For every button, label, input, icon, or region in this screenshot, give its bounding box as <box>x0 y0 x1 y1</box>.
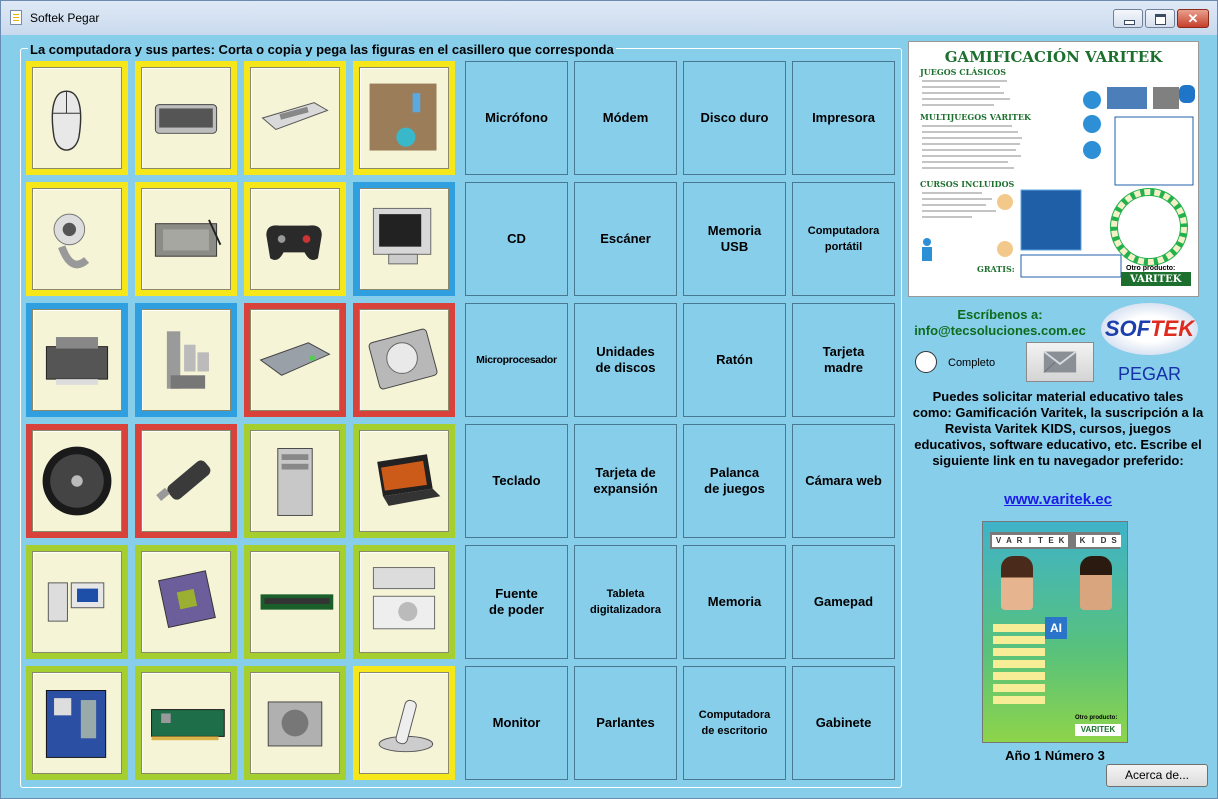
laptop-icon <box>360 431 448 531</box>
scanner-icon <box>251 68 339 168</box>
hard-drive-picture[interactable] <box>353 303 455 417</box>
memory-card-icon <box>360 68 448 168</box>
magazine-other-product: Otro producto: <box>1075 715 1118 721</box>
ram-picture[interactable] <box>244 545 346 659</box>
drop-cell-label[interactable]: Monitor <box>465 666 568 780</box>
magazine-ai-badge: AI <box>1045 617 1067 639</box>
magazine-title-letter: S <box>1108 535 1121 547</box>
envelope-icon <box>1027 343 1093 381</box>
drop-cell-label[interactable]: CD <box>465 182 568 296</box>
about-button[interactable]: Acerca de... <box>1106 764 1208 787</box>
magazine-title-letter: K <box>1076 535 1089 547</box>
modem-picture[interactable] <box>244 303 346 417</box>
drop-cell-label[interactable]: Tarjeta de expansión <box>574 424 677 538</box>
poster-title: GAMIFICACIÓN VARITEK <box>944 48 1163 66</box>
magazine-title-letter: I <box>1087 535 1100 547</box>
cd-picture[interactable] <box>26 424 128 538</box>
drop-cell-label[interactable]: Microprocesador <box>465 303 568 417</box>
poster-section-classic: JUEGOS CLÁSICOS <box>920 67 1007 77</box>
magazine-boy-portrait <box>1080 556 1112 610</box>
magazine-title-letter: K <box>1055 535 1068 547</box>
pegar-label: PEGAR <box>1117 364 1182 384</box>
poster-other-product: Otro producto: <box>1126 265 1176 272</box>
varitek-link[interactable]: www.varitek.ec <box>1004 491 1112 508</box>
magazine-title-letter: I <box>1024 535 1037 547</box>
poster-section-courses: CURSOS INCLUIDOS <box>920 179 1015 189</box>
close-icon: ✕ <box>1187 11 1199 26</box>
usb-drive-picture[interactable] <box>135 424 237 538</box>
drop-cell-label[interactable]: Impresora <box>792 61 895 175</box>
mouse-picture[interactable] <box>26 61 128 175</box>
drop-cell-label[interactable]: Tableta digitalizadora <box>574 545 677 659</box>
desktop-computer-icon <box>33 552 121 652</box>
joystick-picture[interactable] <box>353 666 455 780</box>
motherboard-icon <box>33 673 121 773</box>
completo-label: Completo <box>948 357 996 369</box>
power-supply-icon <box>251 673 339 773</box>
speakers-picture[interactable] <box>135 303 237 417</box>
drop-cell-label[interactable]: Disco duro <box>683 61 786 175</box>
mouse-icon <box>33 68 121 168</box>
gamepad-icon <box>251 189 339 289</box>
window-title: Softek Pegar <box>30 11 100 25</box>
drop-cell-label[interactable]: Cámara web <box>792 424 895 538</box>
ram-icon <box>251 552 339 652</box>
usb-drive-icon <box>142 431 230 531</box>
power-supply-picture[interactable] <box>244 666 346 780</box>
webcam-picture[interactable] <box>26 182 128 296</box>
poster-gratis: GRATIS: <box>977 264 1015 274</box>
drop-cell-label[interactable]: Memoria USB <box>683 182 786 296</box>
processor-picture[interactable] <box>135 545 237 659</box>
poster-section-multi: MULTIJUEGOS VARITEK <box>920 112 1031 122</box>
keyboard-icon <box>142 68 230 168</box>
drop-cell-label[interactable]: Palanca de juegos <box>683 424 786 538</box>
main-panel <box>9 35 1211 792</box>
drop-cell-label[interactable]: Gabinete <box>792 666 895 780</box>
drop-cell-label[interactable]: Computadora portátil <box>792 182 895 296</box>
processor-icon <box>142 552 230 652</box>
printer-icon <box>33 310 121 410</box>
tower-case-picture[interactable] <box>244 424 346 538</box>
minimize-button[interactable] <box>1113 9 1143 28</box>
drop-cell-label[interactable]: Escáner <box>574 182 677 296</box>
joystick-icon <box>360 673 448 773</box>
magazine-title-letter: D <box>1097 535 1110 547</box>
send-mail-button[interactable] <box>1026 342 1094 382</box>
drop-cell-label[interactable]: Fuente de poder <box>465 545 568 659</box>
tower-case-icon <box>251 431 339 531</box>
drop-cell-label[interactable]: Computadora de escritorio <box>683 666 786 780</box>
graphics-tablet-icon <box>142 189 230 289</box>
modem-icon <box>251 310 339 410</box>
keyboard-picture[interactable] <box>135 61 237 175</box>
drop-cell-label[interactable]: Unidades de discos <box>574 303 677 417</box>
drop-cell-label[interactable]: Módem <box>574 61 677 175</box>
completo-radio[interactable] <box>915 351 937 373</box>
magazine-title-letter: R <box>1013 535 1026 547</box>
monitor-icon <box>360 189 448 289</box>
magazine-title-letter: A <box>1003 535 1016 547</box>
disc-drives-icon <box>360 552 448 652</box>
magazine-brand: VARITEK <box>1075 724 1121 736</box>
scanner-picture[interactable] <box>244 61 346 175</box>
logo-text-tek: TEK <box>1150 316 1195 341</box>
maximize-button[interactable] <box>1145 9 1175 28</box>
magazine-issue: Año 1 Número 3 <box>1005 748 1105 763</box>
app-document-icon <box>10 10 22 25</box>
title-bar <box>1 1 1217 35</box>
speakers-icon <box>142 310 230 410</box>
monitor-picture[interactable] <box>353 182 455 296</box>
logo-text-sof: SOF <box>1104 316 1151 341</box>
drop-cell-label[interactable]: Memoria <box>683 545 786 659</box>
printer-picture[interactable] <box>26 303 128 417</box>
softek-logo <box>1101 303 1198 355</box>
disc-drives-picture[interactable] <box>353 545 455 659</box>
contact-info <box>910 307 1090 339</box>
contact-email: info@tecsoluciones.com.ec <box>914 323 1086 338</box>
drop-cell-label[interactable]: Ratón <box>683 303 786 417</box>
hard-drive-icon <box>360 310 448 410</box>
poster-board-graphics <box>909 42 1199 297</box>
drop-cell-label[interactable]: Teclado <box>465 424 568 538</box>
close-button[interactable] <box>1177 9 1209 28</box>
info-text: Puedes solicitar material educativo tales como: Gamificación Varitek, la suscripción a la Revista Varitek KIDS, cursos, juegos educativos, software educativo, etc. Escribe el siguiente link en tu navegador preferido: <box>912 389 1204 468</box>
instructions-heading: La computadora y sus partes: Corta o copia y pega las figuras en el casillero que corresponda <box>30 42 614 57</box>
varitek-kids-magazine[interactable] <box>982 521 1128 743</box>
memory-card-picture[interactable] <box>353 61 455 175</box>
gamepad-picture[interactable] <box>244 182 346 296</box>
drop-cell-label[interactable]: Micrófono <box>465 61 568 175</box>
cd-icon <box>33 431 121 531</box>
magazine-title-bar <box>990 532 1120 549</box>
motherboard-picture[interactable] <box>26 666 128 780</box>
contact-label: Escríbenos a: <box>957 307 1043 322</box>
gamification-poster[interactable] <box>908 41 1199 297</box>
magazine-title-letter: E <box>1045 535 1058 547</box>
expansion-card-picture[interactable] <box>135 666 237 780</box>
webcam-icon <box>33 189 121 289</box>
desktop-computer-picture[interactable] <box>26 545 128 659</box>
expansion-card-icon <box>142 673 230 773</box>
graphics-tablet-picture[interactable] <box>135 182 237 296</box>
drop-cell-label[interactable]: Tarjeta madre <box>792 303 895 417</box>
laptop-picture[interactable] <box>353 424 455 538</box>
magazine-girl-portrait <box>1001 556 1033 610</box>
poster-brand: VARITEK <box>1130 274 1182 285</box>
drop-cell-label[interactable]: Parlantes <box>574 666 677 780</box>
drop-cell-label[interactable]: Gamepad <box>792 545 895 659</box>
magazine-title-letter: T <box>1034 535 1047 547</box>
magazine-title-letter: V <box>992 535 1005 547</box>
